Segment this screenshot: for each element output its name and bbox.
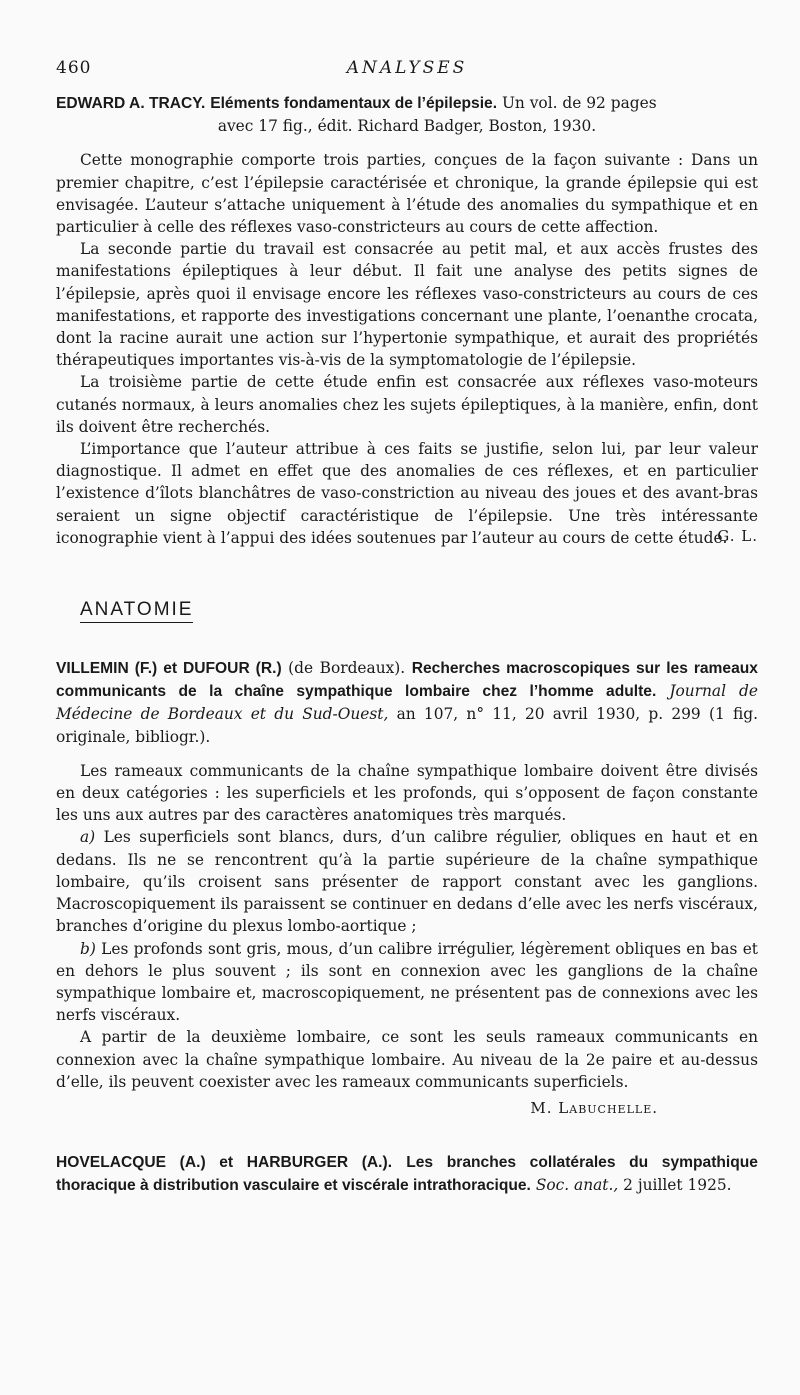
list-marker: b) bbox=[80, 939, 96, 958]
anatomie-heading: ANATOMIE bbox=[80, 599, 193, 623]
review-citation: an 107, n° 11, 20 avril 1930, p. 299 (1 fig. originale, bibliogr.). bbox=[56, 705, 758, 746]
signature: M. Labuchelle. bbox=[530, 1098, 658, 1117]
paragraph: Les rameaux communicants de la chaîne sympathique lombaire doivent être divisés en deux catégories : les superficiels et les profonds, qui s’opposent de façon constante les uns aux autres par des caractères anatomiques très marqués. bbox=[56, 761, 758, 825]
paragraph: L’importance que l’auteur attribue à ces faits se justifie, selon lui, par leur valeur diagnostique. Il admet en effet que des anomalies de ces réflexes, et en particulier l’existence d’îlots blanchâtres de vaso-constriction au niveau des joues et des avant-bras seraient un signe objectif caractéristique de l’épilepsie. Une très intéressante iconographie vient à l’appui des idées soutenues par l’auteur au cours de cette étude. bbox=[56, 440, 758, 547]
review-details: Un vol. de 92 pages bbox=[501, 94, 657, 112]
review-publisher: avec 17 fig., édit. Richard Badger, Boston, 1930. bbox=[217, 117, 597, 136]
review-title: Recherches macroscopiques sur les rameaux communicants de la chaîne sympathique lombaire chez l’homme adulte. bbox=[56, 660, 758, 701]
list-marker: a) bbox=[80, 828, 96, 847]
running-head bbox=[56, 58, 758, 80]
review-journal: Journal de Médecine de Bordeaux et du Sud-Ouest, bbox=[56, 682, 758, 724]
review-citation: 2 juillet 1925. bbox=[623, 1176, 732, 1195]
paragraph-text: Les profonds sont gris, mous, d’un calibre irrégulier, légèrement obliques en bas et en dehors le plus souvent ; ils sont en connexion avec les ganglions de la chaîne sympathique lombaire et, macroscopiquement, ne présentent pas de connexions avec les nerfs viscéraux. bbox=[56, 939, 758, 1025]
paragraph: A partir de la deuxième lombaire, ce sont les seuls rameaux communicants en connexion avec la chaîne sympathique lombaire. Au niveau de la 2e paire et au-dessus d’elle, ils peuvent coexister avec les rameaux communicants superficiels. bbox=[56, 1028, 758, 1091]
review-journal: Soc. anat., bbox=[535, 1176, 619, 1195]
review-heading-continuation bbox=[56, 115, 758, 137]
review-heading-tracy bbox=[56, 92, 758, 115]
review-title: Eléments fondamentaux de l’épilepsie. bbox=[210, 95, 498, 112]
paragraph-a bbox=[56, 826, 758, 937]
paragraph-b bbox=[56, 938, 758, 1027]
signature: G. L. bbox=[717, 527, 758, 546]
review-heading-villemin bbox=[56, 657, 758, 748]
review-authors: VILLEMIN (F.) et DUFOUR (R.) bbox=[56, 660, 282, 678]
paragraph: Cette monographie comporte trois parties, conçues de la façon suivante : Dans un premier chapitre, c’est l’épilepsie caractérisée et chronique, la grande épilepsie qui est envisagée. L’auteur s’attache uniquement à l’étude des anomalies du sympathique et en particulier à celle des réflexes vaso-constricteurs au cours de cette affection. bbox=[56, 151, 758, 237]
page-number: 460 bbox=[56, 58, 92, 78]
review-affiliation: (de Bordeaux). bbox=[288, 659, 406, 678]
content bbox=[56, 92, 758, 1197]
review-author: EDWARD A. TRACY. bbox=[56, 95, 206, 112]
paragraph: La seconde partie du travail est consacrée au petit mal, et aux accès frustes des manifestations épileptiques à leur début. Il fait une analyse des petits signes de l’épilepsie, après quoi il envisage encore les réflexes vaso-constricteurs au cours de ces manifestations, et rapporte des investigations concernant une plante, l’oenanthe crocata, dont la racine aurait une action sur l’hypertonie sympathique, et aurait des propriétés thérapeutiques importantes vis-à-vis de la symptomatologie de l’épilepsie. bbox=[56, 240, 758, 370]
review-authors: HOVELACQUE (A.) et HARBURGER (A.). bbox=[56, 1153, 393, 1171]
section-title: ANALYSES bbox=[346, 58, 468, 78]
paragraph-text: Les superficiels sont blancs, durs, d’un calibre régulier, obliques en haut et en dedans. Ils ne se rencontrent qu’à la partie supérieure de la chaîne sympathique lombaire, qu’ils croisent sans présenter de rapport constant avec les ganglions. Macroscopiquement ils paraissent se continuer en dedans d’elle avec les nerfs viscéraux, branches d’origine du plexus lombo-aortique ; bbox=[56, 828, 758, 936]
paragraph: La troisième partie de cette étude enfin est consacrée aux réflexes vaso-moteurs cutanés normaux, à leurs anomalies chez les sujets épileptiques, à la manière, enfin, dont ils doivent être recherchés. bbox=[56, 373, 758, 436]
review-title: Les branches collatérales du sympathique thoracique à distribution vasculaire et viscérale intrathoracique. bbox=[56, 1153, 758, 1195]
review-heading-hovelacque bbox=[56, 1151, 758, 1197]
